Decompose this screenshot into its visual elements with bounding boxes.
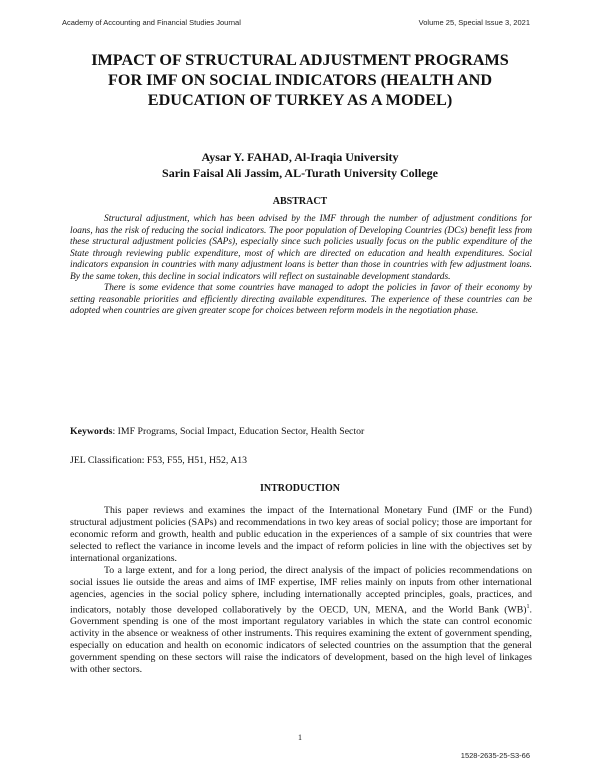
footnote-ref[interactable]: 1	[526, 604, 530, 610]
paper-title: IMPACT OF STRUCTURAL ADJUSTMENT PROGRAMS FOR IMF ON SOCIAL INDICATORS (HEALTH AND EDUCATION OF TURKEY AS A MODEL)	[91, 51, 509, 109]
journal-name: Academy of Accounting and Financial Studies Journal	[62, 18, 241, 27]
author-block	[80, 150, 520, 181]
volume-info: Volume 25, Special Issue 3, 2021	[418, 18, 530, 27]
author-1: Aysar Y. FAHAD, Al-Iraqia University	[201, 150, 399, 164]
abstract-paragraph-2: There is some evidence that some countries have managed to adopt the policies in favor of their economy by setting reasonable priorities and efficiently directing available expenditures. The experience of these countries can be adopted when countries are given greater scope for choices between reform models in the negotiation phase.	[70, 283, 532, 316]
keywords-text: : IMF Programs, Social Impact, Education Sector, Health Sector	[112, 426, 365, 437]
intro-p2-text-b: . Government spending is one of the most important regulatory variables in which the state can control economic activity in the absence or weakness of other instruments. This requires examining the extent of government spending, especially on education and health on economic indicators of selected countries on the assumption that the general government spending on these sectors will raise the indicators of development, based on the high level of linkages with other sectors.	[70, 604, 532, 676]
author-2: Sarin Faisal Ali Jassim, AL-Turath University College	[162, 165, 438, 180]
introduction-heading: INTRODUCTION	[259, 483, 340, 494]
jel-classification: JEL Classification: F53, F55, H51, H52, A13	[70, 455, 248, 466]
keywords-line	[70, 426, 532, 437]
abstract-paragraph-1: Structural adjustment, which has been advised by the IMF through the number of adjustment conditions for loans, has the risk of reducing the social indicators. The poor population of Developing Countries (DCs) benefit less from these structural adjustment policies (SAPs), especially since such policies usually focus on the public expenditure of the State through reviewing public expenditure, most of which are directed on education and health expenditures. Social indicators expansion in countries with many adjustment loans is better than those in countries with few adjustment loans. By the same token, this decline in social indicators will reflect on sustainable development standards.	[70, 214, 532, 282]
page-number: 1	[298, 733, 302, 742]
intro-p2-text-a: To a large extent, and for a long period, the direct analysis of the impact of policies recommendations on social issues lie outside the areas and aims of IMF expertise, IMF relies mainly on inputs from other international agencies, agencies in the social policy sphere, including internationally accepted principles, goals, practices, and indicators, notably those developed collaboratively by the OECD, UN, MENA, and the World Bank (WB)	[70, 565, 532, 616]
intro-paragraph-2	[70, 565, 532, 676]
abstract-heading: ABSTRACT	[272, 196, 328, 207]
intro-paragraph-1: This paper reviews and examines the impact of the International Monetary Fund (IMF or the Fund) structural adjustment policies (SAPs) and recommendations in two key areas of social policy; those are important for economic reform and growth, health and public education in the experiences of a sample of six countries that were selected to reflect the variance in income levels and the impact of reform policies in line with the objectives set by international organizations.	[70, 505, 532, 564]
abstract-body	[70, 214, 532, 318]
keywords-label: Keywords	[70, 426, 113, 437]
introduction-body	[70, 505, 532, 676]
issn-code: 1528-2635-25-S3-66	[460, 751, 530, 760]
